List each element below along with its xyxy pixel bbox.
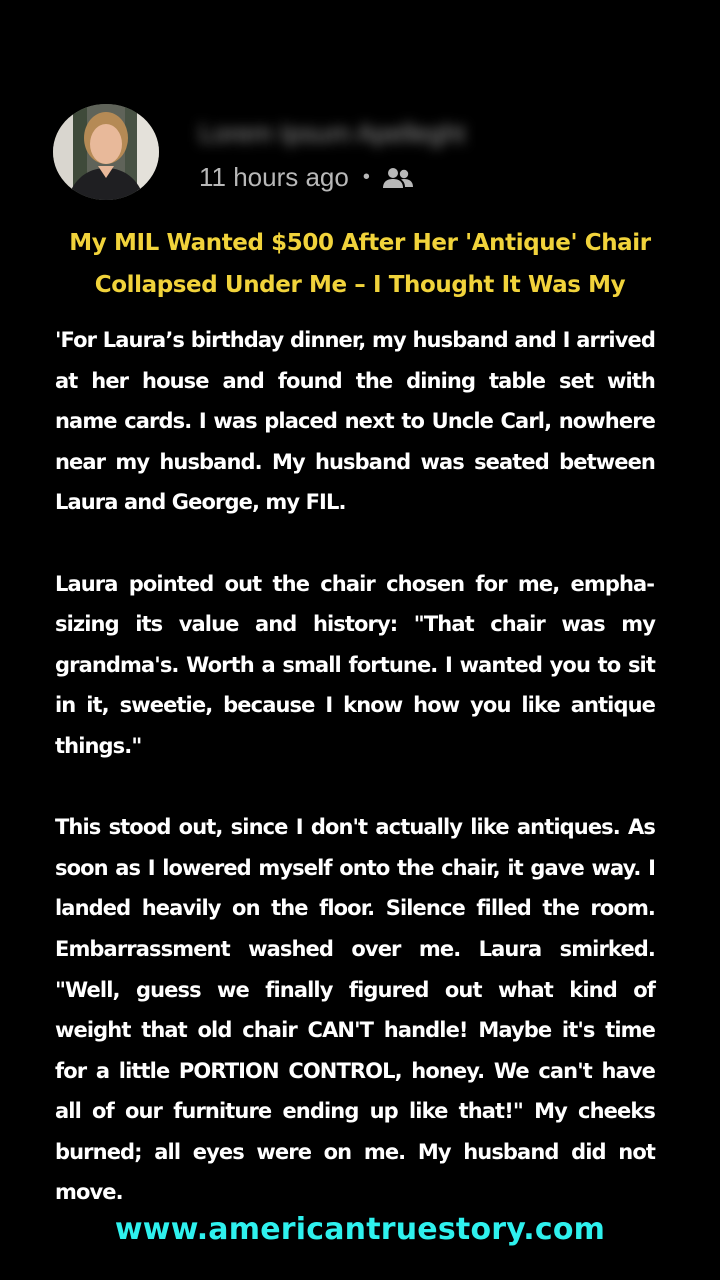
profile-photo-icon [53, 104, 159, 200]
story-paragraph: 'For Laura’s birthday dinner, my husband and I arrived at her house and found the dining table set with name cards. I was placed next to Uncle Carl, nowhere near my husband. My husband was seated between Laura and George, my FIL. [55, 328, 655, 515]
friends-icon[interactable] [382, 166, 414, 190]
story-paragraph: Laura pointed out the chair chosen for me, emphasizing its value and history: "That chair was my grandma's. Worth a small fortune. I wanted you to sit in it, sweetie, because I know how you like antique things." [55, 571, 655, 758]
post-time[interactable]: 11 hours ago [199, 162, 349, 192]
website-url[interactable]: www.americantruestory.com [114, 1212, 606, 1247]
meta-separator: • [362, 166, 370, 188]
avatar[interactable] [53, 104, 159, 200]
story-headline: My MIL Wanted $500 After Her 'Antique' Chair Collapsed Under Me – I Thought It Was My [69, 230, 651, 298]
author-name[interactable]: Lorem Ipsum Apelleght [199, 118, 465, 148]
post-meta [199, 162, 414, 193]
story-body [55, 320, 655, 1213]
story-paragraph: This stood out, since I don't actually like antiques. As soon as I lowered myself onto the chair, it gave way. I landed heavily on the floor. Silence filled the room. Embarrassment washed over me. Laura smirked. "Well, guess we finally figured out what kind of weight that old chair CAN'T handle! Maybe it's time for a little PORTION CONTROL, honey. We can't have all of our furniture ending up like that!" My cheeks burned; all eyes were on me. My husband did not move. [55, 815, 655, 1205]
post-header [53, 104, 673, 204]
